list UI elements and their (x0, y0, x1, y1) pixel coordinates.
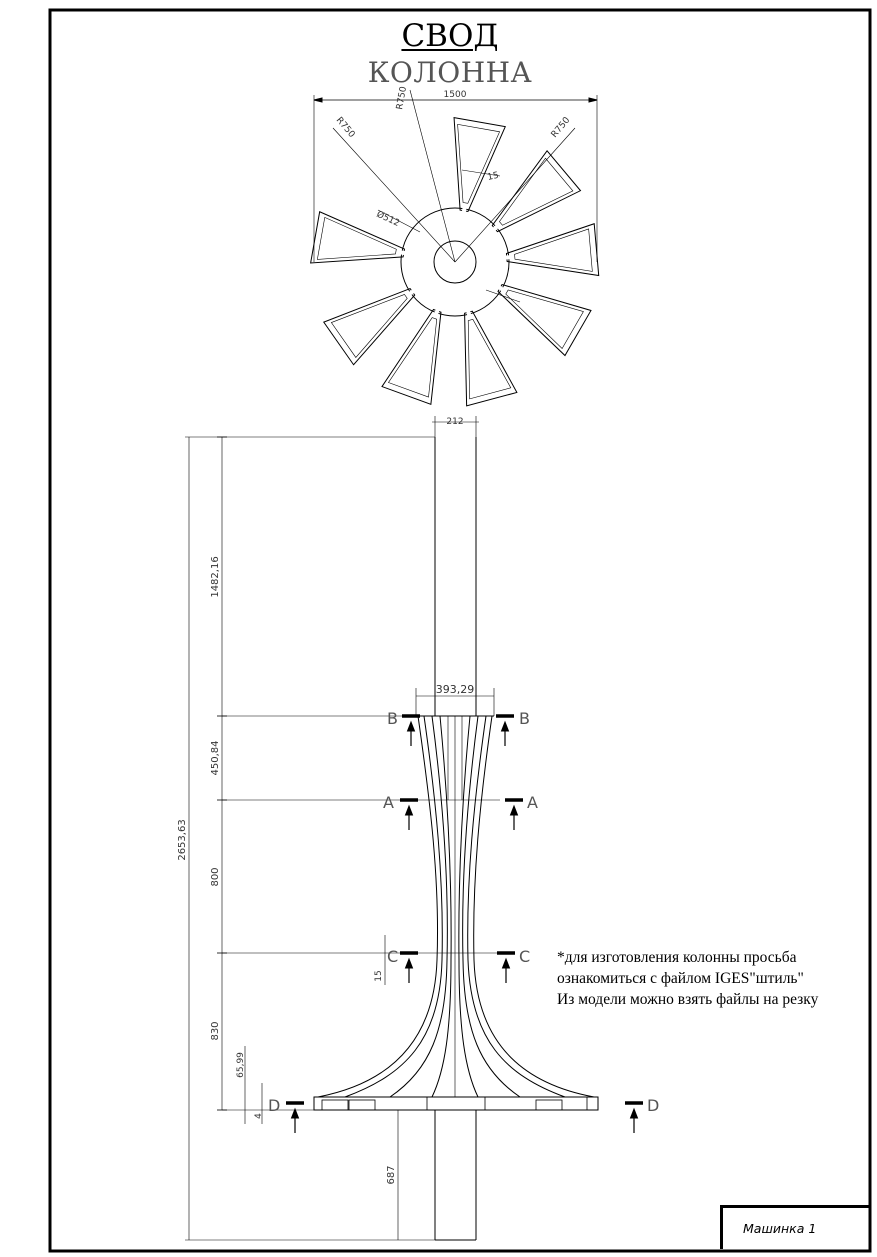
column-elevation (177, 416, 659, 1240)
vane-inner-4 (506, 290, 584, 349)
top-view (311, 85, 599, 405)
drawing-title: СВОД (401, 18, 499, 54)
note-line-2: ознакомиться с файлом IGES"штиль" (557, 970, 804, 987)
section-label-d-right: D (647, 1096, 660, 1115)
dim-mid-width: 393,29 (435, 683, 475, 696)
section-label-c-right: C (519, 947, 531, 966)
dim-a-c: 800 (210, 867, 221, 887)
section-arrowhead-d-right (631, 1109, 638, 1118)
section-label-b-left: B (387, 709, 398, 728)
section-arrowhead-b-left (408, 722, 415, 731)
section-label-a-right: A (527, 793, 538, 812)
section-arrowhead-c-right (503, 959, 510, 968)
sheet-frame (50, 10, 870, 1251)
section-label-c-left: C (387, 947, 399, 966)
section-arrowhead-a-left (406, 806, 413, 815)
hub-slot-3 (499, 257, 511, 258)
section-label-b-right: B (519, 709, 530, 728)
hub-slot-6 (436, 303, 440, 314)
vane-6 (382, 309, 441, 404)
vane-inner-1 (458, 124, 500, 203)
dim-diameter-512: Ø512 (374, 209, 401, 229)
dim-r-right: R750 (549, 115, 573, 140)
title-block (720, 1205, 870, 1249)
drawing-subtitle: КОЛОННА (367, 56, 533, 89)
section-label-d-left: D (268, 1096, 281, 1115)
dim-r-top: R750 (395, 85, 410, 111)
vane-5 (465, 311, 517, 406)
fabrication-note (557, 947, 867, 1010)
dim-gap-15: 15 (486, 170, 500, 183)
note-line-3: Из модели можно взять файлы на резку (557, 991, 819, 1008)
dim-small-1: 15 (374, 970, 384, 982)
hub-slot-8 (400, 252, 412, 254)
vane-inner-8 (317, 217, 396, 259)
hub-slot-7 (409, 287, 419, 294)
vane-inner-5 (468, 319, 511, 399)
vane-7 (324, 289, 415, 365)
vane-1 (454, 118, 505, 212)
dim-bottom: 687 (386, 1165, 397, 1185)
dim-small-3: 4 (254, 1113, 264, 1119)
section-arrowhead-c-left (406, 959, 413, 968)
vane-inner-3 (515, 229, 593, 271)
dim-total: 2653,63 (177, 819, 188, 861)
dim-width-1500: 1500 (443, 90, 467, 100)
section-arrowhead-b-right (502, 722, 509, 731)
title-block-text: Машинка 1 (743, 1221, 817, 1236)
dim-r-left: R750 (333, 115, 357, 140)
vane-inner-6 (388, 318, 436, 398)
section-label-a-left: A (383, 793, 394, 812)
vane-2 (492, 151, 580, 232)
dim-top-width: 212 (446, 417, 464, 427)
dim-upper: 1482,16 (210, 556, 221, 598)
dim-small-2: 65,99 (236, 1052, 246, 1078)
section-arrowhead-a-right (511, 806, 518, 815)
dim-c-base: 830 (210, 1021, 221, 1041)
section-arrowhead-d-left (292, 1109, 299, 1118)
vane-3 (506, 224, 598, 276)
hub-slot-1 (463, 207, 465, 219)
dim-b-a: 450,84 (210, 740, 221, 776)
vane-4 (498, 285, 591, 356)
note-line-1: *для изготовления колонны просьба (557, 949, 797, 966)
